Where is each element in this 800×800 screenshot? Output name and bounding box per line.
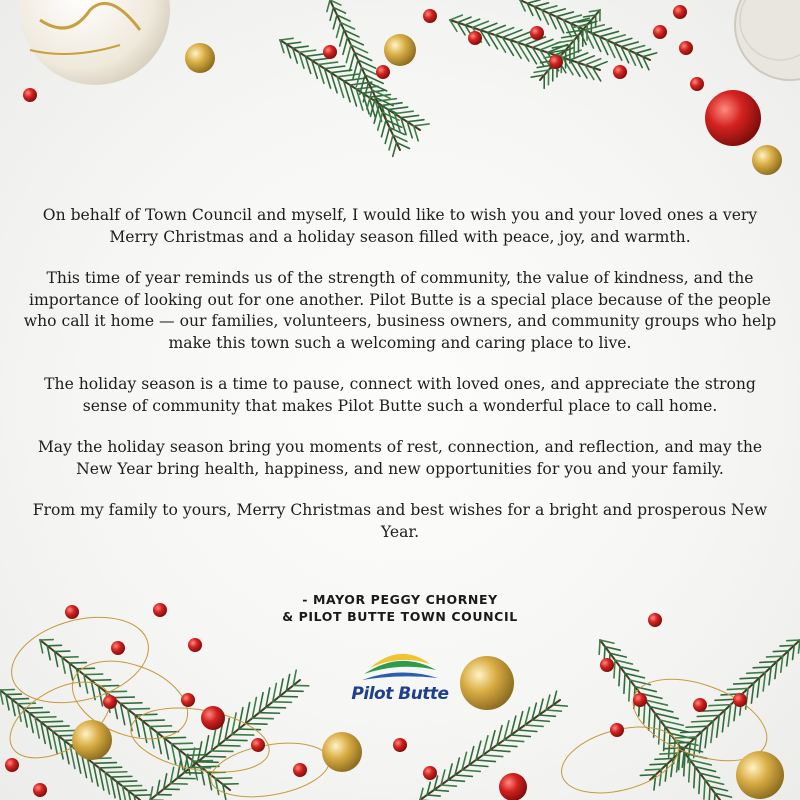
- red-berry: [5, 758, 19, 772]
- white-ornament-top-left: [20, 0, 170, 85]
- red-berry: [673, 5, 687, 19]
- signature: [150, 591, 650, 625]
- red-berry: [393, 738, 407, 752]
- red-berry: [690, 77, 704, 91]
- red-berry: [103, 695, 117, 709]
- red-berry: [423, 9, 437, 23]
- red-berry: [693, 698, 707, 712]
- red-berry: [251, 738, 265, 752]
- red-ornament-bottom: [499, 773, 527, 800]
- red-berry: [181, 693, 195, 707]
- red-berry: [111, 641, 125, 655]
- red-berry: [65, 605, 79, 619]
- red-berry: [376, 65, 390, 79]
- red-berry: [613, 65, 627, 79]
- red-berry: [423, 766, 437, 780]
- greeting-letter: [20, 205, 780, 563]
- paragraph-best-wishes: From my family to yours, Merry Christmas and best wishes for a bright and prosperous New Year.: [32, 501, 768, 541]
- red-berry: [293, 763, 307, 777]
- gold-ornament-bottom-left: [72, 720, 112, 760]
- red-berry: [679, 41, 693, 55]
- red-berry: [468, 31, 482, 45]
- gold-ornament-bottom-mid: [322, 732, 362, 772]
- gold-ornament-bottom-right: [736, 751, 784, 799]
- red-berry: [188, 638, 202, 652]
- gold-ornament-bottom-center: [460, 656, 514, 710]
- red-berry: [653, 25, 667, 39]
- pilot-butte-logo: [340, 640, 460, 720]
- red-berry: [633, 693, 647, 707]
- red-berry: [530, 26, 544, 40]
- red-berry: [23, 88, 37, 102]
- red-ornament-bottom-left: [201, 706, 225, 730]
- red-berry: [33, 783, 47, 797]
- red-berry: [733, 693, 747, 707]
- silver-ornament-top-right: [735, 0, 800, 80]
- signature-council: & PILOT BUTTE TOWN COUNCIL: [282, 609, 518, 624]
- paragraph-community: This time of year reminds us of the strength of community, the value of kindness, and the importance of looking out for one another. Pilot Butte is a special place because of the people who call it home — our families, volunteers, business owners, and community groups who help make this town such a welcoming and caring place to live.: [23, 269, 777, 352]
- paragraph-holiday-season: The holiday season is a time to pause, connect with loved ones, and appreciate the strong sense of community that makes Pilot Butte such a wonderful place to call home.: [44, 375, 756, 415]
- red-berry: [600, 658, 614, 672]
- pilot-butte-logo-icon: [340, 640, 460, 688]
- gold-ornament-right: [752, 145, 782, 175]
- signature-mayor: - MAYOR PEGGY CHORNEY: [302, 592, 498, 607]
- red-glitter-ornament: [705, 90, 761, 146]
- paragraph-new-year: May the holiday season bring you moments of rest, connection, and reflection, and may the New Year bring health, happiness, and new opportunities for you and your family.: [37, 438, 763, 478]
- red-berry: [549, 55, 563, 69]
- red-berry: [610, 723, 624, 737]
- logo-text: Pilot Butte: [351, 684, 449, 704]
- gold-ornament-top-left: [185, 43, 215, 73]
- gold-ornament-top: [384, 34, 416, 66]
- pine-branches-top: [280, 0, 657, 156]
- paragraph-greeting: On behalf of Town Council and myself, I would like to wish you and your loved ones a very Merry Christmas and a holiday season filled with peace, joy, and warmth.: [42, 206, 758, 246]
- red-berry: [648, 613, 662, 627]
- red-berry: [323, 45, 337, 59]
